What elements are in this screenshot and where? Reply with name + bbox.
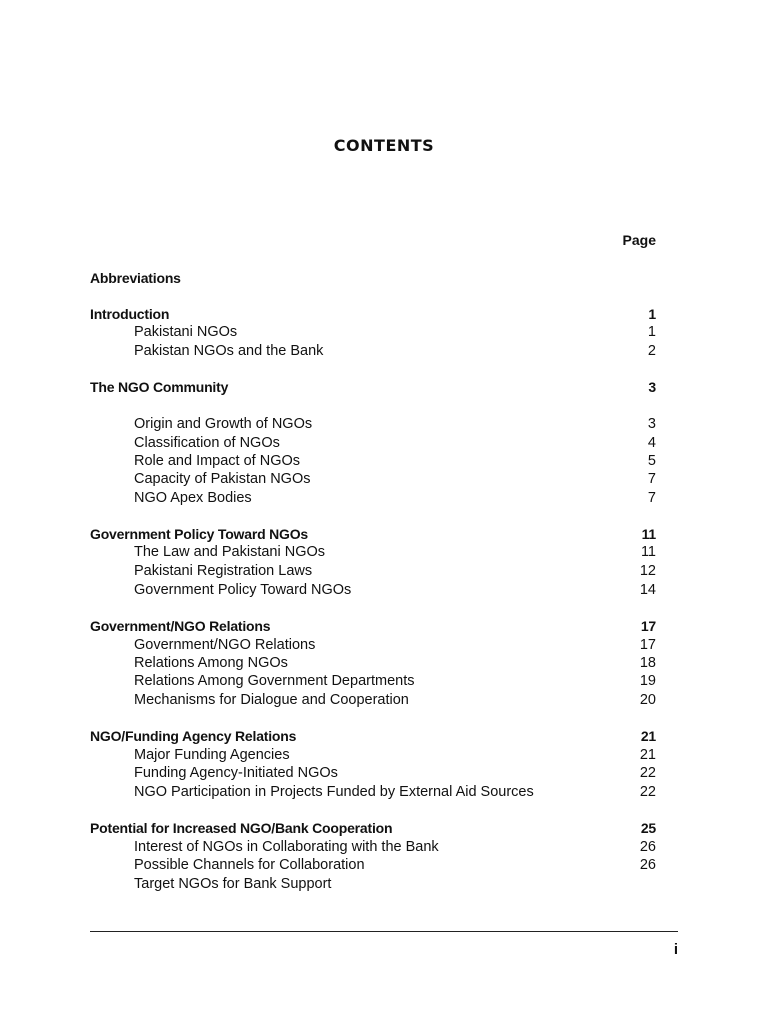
toc-subentry[interactable] (90, 452, 656, 470)
toc-entry-label: Abbreviations (90, 270, 181, 286)
toc-entry-page-number: 17 (640, 618, 656, 634)
toc-subentry[interactable] (90, 875, 656, 893)
toc-subentry[interactable] (90, 838, 656, 856)
toc-section-entry[interactable] (90, 269, 656, 287)
toc-subentry[interactable] (90, 323, 656, 341)
toc-subentry[interactable] (90, 342, 656, 360)
toc-entry-page-number: 1 (647, 324, 656, 340)
toc-entry-page-number: 1 (648, 306, 656, 322)
toc-subentry[interactable] (90, 672, 656, 690)
toc-entry-page-number: 21 (639, 747, 656, 763)
toc-section-entry[interactable] (90, 525, 656, 543)
toc-entry-page-number: 2 (647, 343, 656, 359)
toc-entry-label: Government Policy Toward NGOs (90, 526, 308, 542)
toc-subentry[interactable] (90, 543, 656, 561)
toc-entry-page-number: 11 (641, 526, 656, 542)
toc-entry-label: Pakistan NGOs and the Bank (134, 343, 324, 359)
toc-entry-label: Possible Channels for Collaboration (134, 857, 365, 873)
toc-subentry[interactable] (90, 746, 656, 764)
toc-entry-label: Origin and Growth of NGOs (134, 416, 313, 432)
toc-entry-page-number: 25 (640, 820, 656, 836)
toc-entry-page-number: 26 (639, 857, 656, 873)
toc-entry-label: Pakistani Registration Laws (134, 563, 313, 579)
toc-entry-label: Relations Among NGOs (134, 655, 288, 671)
toc-entry-page-number: 19 (639, 673, 656, 689)
toc-entry-page-number: 12 (639, 563, 656, 579)
toc-entry-label: Government/NGO Relations (134, 637, 316, 653)
toc-entry-page-number: 22 (639, 765, 656, 781)
toc-entry-page-number: 18 (639, 655, 656, 671)
toc-section-entry[interactable] (90, 305, 656, 323)
toc-entry-page-number: 21 (640, 728, 656, 744)
toc-entry-label: Pakistani NGOs (134, 324, 238, 340)
toc-subentry[interactable] (90, 856, 656, 874)
toc-section-entry[interactable] (90, 617, 656, 635)
footer-rule (90, 931, 678, 932)
toc-subentry[interactable] (90, 654, 656, 672)
toc-subentry[interactable] (90, 434, 656, 452)
toc-entry-label: Mechanisms for Dialogue and Cooperation (134, 692, 409, 708)
toc-entry-label: The NGO Community (90, 379, 229, 395)
toc-entry-label: Funding Agency-Initiated NGOs (134, 765, 338, 781)
toc-entry-page-number: 26 (639, 839, 656, 855)
toc-section-entry[interactable] (90, 378, 656, 396)
toc-entry-page-number: 22 (639, 784, 656, 800)
toc-entry-label: Government/NGO Relations (90, 618, 271, 634)
toc-entry-label: The Law and Pakistani NGOs (134, 544, 326, 560)
toc-entry-page-number: 3 (648, 379, 656, 395)
toc-entry-page-number: 20 (639, 692, 656, 708)
toc-entry-label: Role and Impact of NGOs (134, 453, 301, 469)
toc-entry-page-number: 3 (647, 416, 656, 432)
toc-subentry[interactable] (90, 489, 656, 507)
toc-subentry[interactable] (90, 636, 656, 654)
toc-entry-page-number: 5 (647, 453, 656, 469)
toc-subentry[interactable] (90, 783, 656, 801)
page-title: CONTENTS (333, 136, 435, 155)
toc-subentry[interactable] (90, 415, 656, 433)
toc-entry-page-number: 11 (640, 544, 656, 560)
toc-entry-page-number: 4 (647, 435, 656, 451)
toc-entry-label: Government Policy Toward NGOs (134, 582, 352, 598)
toc-entry-label: NGO Apex Bodies (134, 490, 252, 506)
toc-subentry[interactable] (90, 581, 656, 599)
toc-entry-label: Classification of NGOs (134, 435, 280, 451)
toc-entry-label: Potential for Increased NGO/Bank Cooperation (90, 820, 393, 836)
toc-entry-label: Interest of NGOs in Collaborating with the Bank (134, 839, 439, 855)
toc-section-entry[interactable] (90, 727, 656, 745)
toc-entry-label: NGO Participation in Projects Funded by External Aid Sources (134, 784, 534, 800)
toc-entry-label: NGO/Funding Agency Relations (90, 728, 297, 744)
toc-subentry[interactable] (90, 562, 656, 580)
toc-entry-page-number: 7 (647, 471, 656, 487)
toc-entry-label: Introduction (90, 306, 170, 322)
page-column-header: Page (622, 232, 656, 248)
toc-subentry[interactable] (90, 764, 656, 782)
toc-subentry[interactable] (90, 691, 656, 709)
toc-subentry[interactable] (90, 470, 656, 488)
toc-entry-label: Major Funding Agencies (134, 747, 290, 763)
toc-entry-label: Capacity of Pakistan NGOs (134, 471, 311, 487)
toc-entry-label: Target NGOs for Bank Support (134, 876, 332, 892)
toc-entry-page-number: 17 (639, 637, 656, 653)
toc-section-entry[interactable] (90, 819, 656, 837)
toc-entry-label: Relations Among Government Departments (134, 673, 415, 689)
toc-entry-page-number: 14 (639, 582, 656, 598)
page-number: i (673, 941, 678, 958)
toc-entry-page-number: 7 (647, 490, 656, 506)
